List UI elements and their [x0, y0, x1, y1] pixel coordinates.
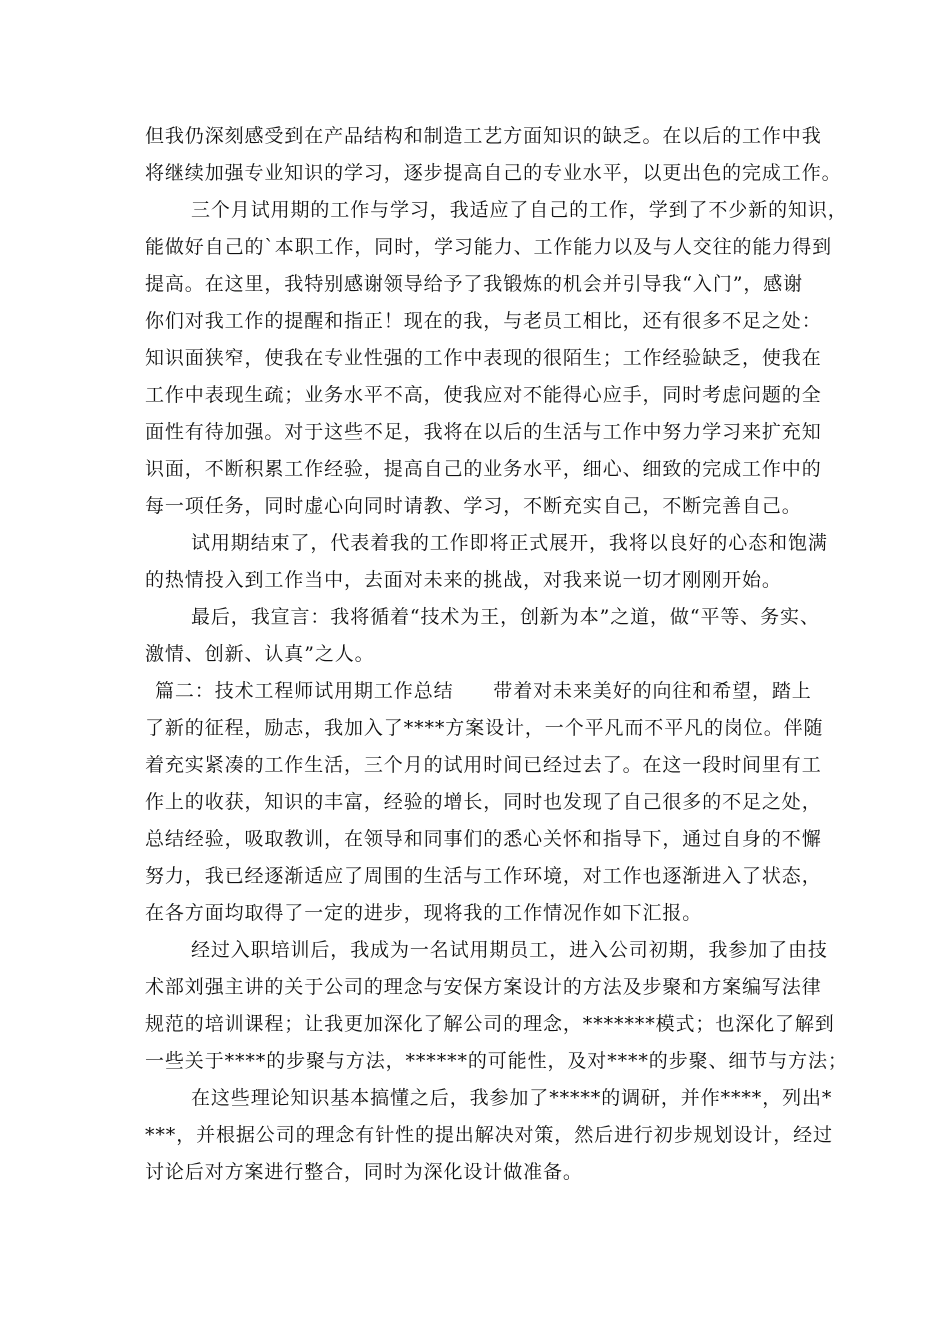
- paragraph-first-line: 最后，我宣言：我将循着“技术为王，创新为本”之道，做“平等、务实、: [191, 606, 820, 628]
- text-line: 一些关于****的步聚与方法，******的可能性，及对****的步聚、细节与方法；: [145, 1050, 848, 1072]
- text-line: 能做好自己的`本职工作，同时，学习能力、工作能力以及与人交往的能力得到: [145, 236, 833, 258]
- text-line: 讨论后对方案进行整合，同时为深化设计做准备。: [145, 1161, 583, 1183]
- text-line: 规范的培训课程；让我更加深化了解公司的理念，*******模式；也深化了解到: [145, 1013, 835, 1035]
- text-line: 的热情投入到工作当中，去面对未来的挑战，对我来说一切才刚刚开始。: [145, 569, 782, 591]
- text-line: 激情、创新、认真”之人。: [145, 643, 375, 665]
- text-line: 着充实紧凑的工作生活，三个月的试用时间已经过去了。在这一段时间里有工: [145, 754, 822, 776]
- text-line: 每一项任务，同时虚心向同时请教、学习，不断充实自己，不断完善自己。: [145, 495, 802, 517]
- text-line: 你们对我工作的提醒和指正！现在的我，与老员工相比，还有很多不足之处：: [145, 310, 822, 332]
- text-line: ***，并根据公司的理念有针性的提出解决对策，然后进行初步规划设计，经过: [145, 1124, 833, 1146]
- paragraph-first-line: 经过入职培训后，我成为一名试用期员工，进入公司初期，我参加了由技: [191, 939, 828, 961]
- text-line: 努力，我已经逐渐适应了周围的生活与工作环境，对工作也逐渐进入了状态，: [145, 865, 822, 887]
- text-line: 提高。在这里，我特别感谢领导给予了我锻炼的机会并引导我“入门”，感谢: [145, 273, 804, 295]
- text-line: 术部刘强主讲的关于公司的理念与安保方案设计的方法及步聚和方案编写法律: [145, 976, 822, 998]
- text-line: 工作中表现生疏；业务水平不高，使我应对不能得心应手，同时考虑问题的全: [145, 384, 822, 406]
- text-line: 面性有待加强。对于这些不足，我将在以后的生活与工作中努力学习来扩充知: [145, 421, 822, 443]
- paragraph-first-line: 在这些理论知识基本搞懂之后，我参加了*****的调研，并作****，列出*: [191, 1087, 833, 1109]
- text-line: 但我仍深刻感受到在产品结构和制造工艺方面知识的缺乏。在以后的工作中我: [145, 125, 822, 147]
- text-line: 了新的征程，励志，我加入了****方案设计，一个平凡而不平凡的岗位。伴随: [145, 717, 824, 739]
- text-line: 总结经验，吸取教训，在领导和同事们的悉心关怀和指导下，通过自身的不懈: [145, 828, 822, 850]
- text-line: 将继续加强专业知识的学习，逐步提高自己的专业水平，以更出色的完成工作。: [145, 162, 842, 184]
- text-line: 作上的收获，知识的丰富，经验的增长，同时也发现了自己很多的不足之处，: [145, 791, 822, 813]
- text-line: 在各方面均取得了一定的进步，现将我的工作情况作如下汇报。: [145, 902, 703, 924]
- text-line: 识面，不断积累工作经验，提高自己的业务水平，细心、细致的完成工作中的: [145, 458, 822, 480]
- paragraph-first-line: 三个月试用期的工作与学习，我适应了自己的工作，学到了不少新的知识，: [191, 199, 848, 221]
- text-line: 知识面狭窄，使我在专业性强的工作中表现的很陌生；工作经验缺乏，使我在: [145, 347, 822, 369]
- section-heading-line: 篇二：技术工程师试用期工作总结 带着对未来美好的向往和希望，踏上: [155, 680, 812, 702]
- paragraph-first-line: 试用期结束了，代表着我的工作即将正式展开，我将以良好的心态和饱满: [191, 532, 828, 554]
